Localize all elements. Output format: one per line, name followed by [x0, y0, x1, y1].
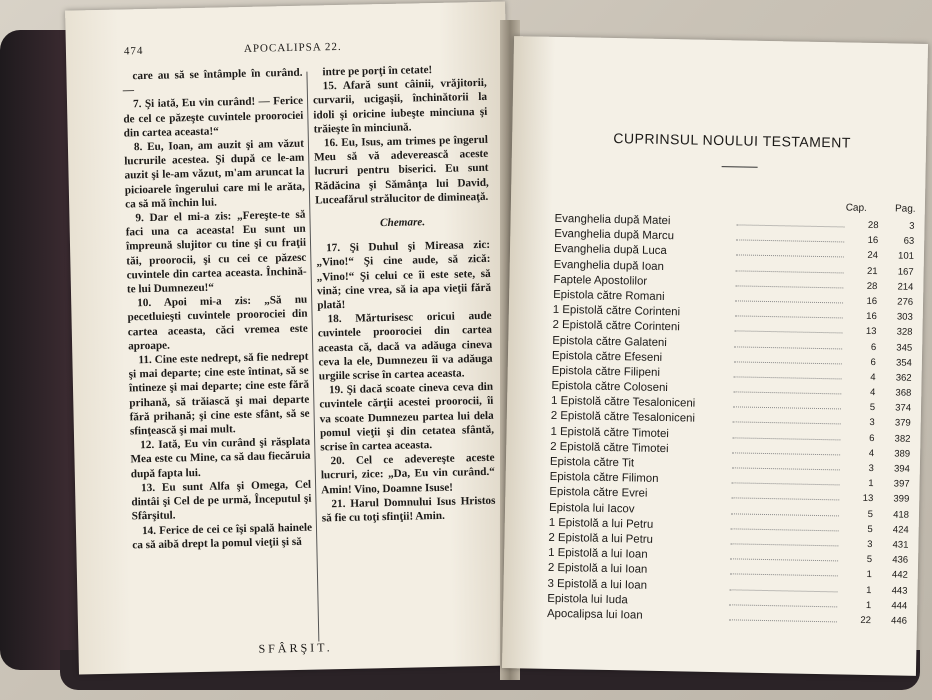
toc-book-name: Apocalipsa lui Ioan — [546, 607, 643, 622]
text-column-1 — [122, 66, 312, 553]
verse-paragraph: 8. Eu, Ioan, am auzit şi am văzut lucrurile acestea. Şi după ce le-am auzit şi le-am văzut, m'am aruncat la picioarele îngerului care mi le arăta, ca să mă închin lui. — [124, 137, 305, 211]
verse-paragraph: 13. Eu sunt Alfa şi Omega, Cel dintâi şi Cel de pe urmă, Începutul şi Sfârşitul. — [131, 478, 312, 523]
cap-header: Cap. — [845, 202, 867, 214]
toc-leader — [733, 422, 841, 425]
toc-leader — [731, 528, 839, 531]
toc-book-name: 1 Epistolă a lui Ioan — [548, 546, 648, 561]
toc-page-number: 214 — [897, 281, 914, 293]
section-heading: Chemare. — [379, 216, 426, 230]
toc-page-number: 424 — [892, 524, 909, 536]
right-page — [502, 36, 928, 676]
toc-chapter-count: 5 — [867, 508, 874, 520]
toc-leader — [732, 452, 840, 455]
toc-chapter-count: 21 — [866, 265, 878, 277]
toc-chapter-count: 16 — [867, 235, 879, 247]
verse-paragraph: intre pe porţi în cetate! — [322, 64, 433, 79]
toc-chapter-count: 5 — [869, 402, 876, 414]
toc-leader — [736, 270, 844, 273]
toc-page-number: 3 — [909, 220, 915, 232]
toc-chapter-count: 13 — [865, 326, 877, 338]
toc-chapter-count: 1 — [866, 569, 872, 581]
toc-page-number: 101 — [897, 250, 915, 263]
toc-page-number: 436 — [892, 554, 909, 566]
toc-leader — [731, 513, 839, 516]
verse-paragraph: 12. Iată, Eu vin curând şi răsplata Mea este cu Mine, ca să dau fiecăruia după fapta lui. — [130, 435, 311, 481]
toc-book-name: Epistola către Tit — [549, 455, 635, 470]
toc-page-number: 431 — [892, 539, 909, 551]
toc-chapter-count: 3 — [869, 417, 875, 429]
toc-page-number: 444 — [891, 600, 908, 612]
toc-page-number: 446 — [890, 615, 908, 627]
toc-list — [547, 213, 915, 630]
verse-paragraph: 10. Apoi mi-a zis: „Să nu pecetluieşti cuvintele proorociei din cartea aceasta, căci vremea este aproape. — [127, 293, 308, 353]
toc-leader — [729, 604, 837, 607]
end-marker: SFÂRŞIT. — [258, 640, 333, 656]
toc-leader — [731, 498, 839, 501]
verse-paragraph: 21. Harul Domnului Isus Hristos să fie cu toţi sfinţii! Amin. — [321, 494, 496, 525]
toc-book-name: Faptele Apostolilor — [553, 273, 648, 288]
toc-chapter-count: 6 — [869, 432, 875, 444]
toc-book-name: 2 Epistolă către Tesaloniceni — [550, 410, 696, 426]
toc-book-name: Epistola către Filimon — [549, 471, 659, 486]
toc-chapter-count: 1 — [866, 584, 872, 596]
toc-book-name: Evanghelia după Matei — [554, 212, 671, 228]
toc-page-number: 63 — [903, 235, 915, 247]
toc-page-number: 167 — [897, 266, 914, 278]
toc-leader — [735, 285, 843, 288]
toc-page-number: 374 — [895, 402, 912, 415]
toc-chapter-count: 6 — [870, 341, 877, 353]
toc-chapter-count: 22 — [860, 614, 872, 626]
toc-book-name: Epistola către Filipeni — [551, 364, 661, 379]
toc-chapter-count: 4 — [869, 387, 876, 399]
toc-page-number: 354 — [895, 357, 913, 369]
toc-book-name: 3 Epistolă a lui Ioan — [547, 577, 648, 592]
toc-leader — [730, 558, 838, 561]
verse-paragraph: 7. Şi iată, Eu vin curând! — Ferice de cel ce păzeşte cuvintele proorociei din cartea aceasta!“ — [123, 95, 304, 140]
toc-chapter-count: 13 — [862, 493, 874, 505]
toc-leader — [732, 483, 840, 486]
toc-page-number: 382 — [894, 433, 911, 445]
toc-page-number: 442 — [891, 569, 908, 582]
toc-page-number: 418 — [893, 509, 910, 521]
toc-leader — [736, 255, 844, 258]
toc-chapter-count: 16 — [866, 311, 877, 323]
toc-book-name: Epistola către Coloseni — [551, 379, 668, 395]
verse-paragraph: 9. Dar el mi-a zis: „Fereşte-te să faci una ca aceasta! Eu sunt un împreună slujitor cu tine şi cu fraţii tăi, proorocii, şi cu cei ce păzesc cuvintele din cartea aceasta. Închină-te lui Dumnezeu!“ — [125, 208, 307, 296]
verse-paragraph: 19. Şi dacă scoate cineva ceva din cuvintele cărţii acestei proorocii, îi va scoate Dumnezeu partea lui dela pomul vieţii şi din cetatea sfântă, scrise în cartea aceasta. — [319, 381, 495, 454]
toc-chapter-count: 4 — [868, 447, 875, 459]
toc-leader — [734, 346, 842, 349]
toc-chapter-count: 1 — [868, 478, 874, 490]
verse-paragraph: 15. Afară sunt câinii, vrăjitorii, curvarii, ucigaşii, închinătorii la idoli şi oricine iubeşte minciuna şi trăieşte în minciună. — [312, 77, 488, 136]
toc-book-name: 1 Epistolă către Tesaloniceni — [550, 395, 696, 410]
pag-header: Pag. — [894, 203, 916, 215]
toc-leader — [733, 391, 841, 394]
toc-leader — [737, 224, 845, 227]
toc-leader — [734, 331, 842, 334]
verse-paragraph: 11. Cine este nedrept, să fie nedrept şi mai departe; cine este întinat, să se întineze şi mai departe; cine este fără prihană, să trăiască şi mai departe fără prihană; şi cine este sfânt, să se sfinţească şi mai mult. — [128, 350, 310, 438]
toc-chapter-count: 3 — [867, 538, 873, 550]
running-title: APOCALIPSA 22. — [243, 40, 342, 55]
toc-book-name: Epistola către Efeseni — [551, 349, 663, 364]
verse-paragraph: 14. Ferice de cei ce îşi spală hainele ca să aibă drept la pomul vieţii şi să — [132, 521, 313, 552]
toc-chapter-count: 6 — [870, 356, 877, 368]
text-column-2 — [312, 62, 496, 526]
toc-leader — [730, 543, 838, 546]
toc-title: CUPRINSUL NOULUI TESTAMENT — [613, 130, 852, 151]
toc-book-name: 2 Epistolă a lui Petru — [548, 531, 654, 546]
toc-book-name: 1 Epistolă a lui Petru — [548, 516, 654, 531]
toc-leader — [734, 361, 842, 364]
toc-chapter-count: 28 — [866, 280, 878, 292]
toc-chapter-count: 1 — [865, 599, 872, 611]
toc-book-name: Epistola lui Iuda — [547, 592, 628, 607]
toc-book-name: Epistola către Romani — [553, 288, 665, 303]
toc-leader — [733, 407, 841, 410]
toc-page-number: 345 — [896, 341, 913, 354]
toc-book-name: 2 Epistolă către Timotei — [550, 440, 669, 455]
toc-book-name: Evanghelia după Luca — [553, 243, 667, 258]
left-page — [65, 1, 519, 674]
toc-book-name: Epistola către Evrei — [549, 486, 648, 501]
toc-page-number: 379 — [894, 417, 911, 430]
toc-page-number: 443 — [891, 584, 908, 597]
toc-page-number: 362 — [895, 372, 912, 384]
toc-page-number: 368 — [895, 387, 912, 399]
title-rule — [722, 166, 758, 168]
toc-page-number: 303 — [896, 311, 913, 323]
toc-page-number: 276 — [897, 296, 914, 308]
verse-paragraph: 16. Eu, Isus, am trimes pe îngerul Meu să vă adeverească aceste lucruri pentru biserici. Eu sunt Rădăcina şi Sămânţa lui David, Luceafărul strălucitor de dimineaţă. — [314, 133, 489, 207]
toc-leader — [736, 240, 844, 243]
toc-book-name: 2 Epistolă către Corinteni — [552, 319, 680, 334]
toc-page-number: 399 — [893, 493, 910, 506]
toc-leader — [732, 467, 840, 470]
toc-chapter-count: 3 — [868, 462, 874, 475]
verse-paragraph: 18. Mărturisesc oricui aude cuvintele proorociei din cartea aceasta că, dacă va adăuga cineva ceva la ele, Dumnezeu îi va adăuga urgiile scrise în cartea aceasta. — [317, 310, 493, 383]
verse-paragraph: 17. Şi Duhul şi Mireasa zic: „Vino!“ Şi cine aude, să zică: „Vino!“ Şi celui ce îi este sete, să vină; cine vrea, să ia apa vieţii fără plată! — [316, 239, 492, 312]
toc-page-number: 394 — [893, 463, 910, 475]
toc-book-name: Evanghelia după Marcu — [554, 228, 675, 243]
toc-leader — [729, 619, 837, 622]
toc-column-headers — [827, 202, 917, 215]
toc-leader — [734, 376, 842, 379]
toc-book-name: Epistola lui Iacov — [548, 501, 635, 516]
toc-leader — [730, 589, 838, 592]
verse-paragraph: 20. Cel ce adevereşte aceste lucruri, zice: „Da, Eu vin curând.“ Amin! Vino, Doamne Isuse! — [320, 452, 495, 497]
toc-page-number: 397 — [893, 478, 910, 490]
page-number: 474 — [123, 45, 144, 58]
toc-book-name: 1 Epistolă către Timotei — [550, 425, 670, 440]
toc-leader — [735, 315, 843, 318]
toc-book-name: Epistola către Galateni — [552, 334, 667, 349]
toc-chapter-count: 5 — [867, 523, 873, 535]
toc-chapter-count: 4 — [870, 371, 876, 383]
toc-chapter-count: 28 — [867, 219, 879, 232]
toc-chapter-count: 24 — [867, 250, 879, 262]
toc-leader — [730, 574, 838, 577]
toc-book-name: 1 Epistolă către Corinteni — [552, 304, 681, 319]
toc-chapter-count: 16 — [866, 295, 878, 308]
toc-book-name: Evanghelia după Ioan — [553, 258, 665, 273]
running-head — [123, 38, 464, 58]
toc-page-number: 328 — [896, 326, 913, 339]
toc-chapter-count: 5 — [866, 554, 873, 566]
toc-page-number: 389 — [894, 448, 911, 460]
toc-leader — [735, 300, 843, 303]
verse-paragraph: care au să se întâmple în curând. — — [122, 66, 303, 97]
toc-book-name: 2 Epistolă a lui Ioan — [547, 562, 648, 577]
toc-leader — [732, 437, 840, 440]
